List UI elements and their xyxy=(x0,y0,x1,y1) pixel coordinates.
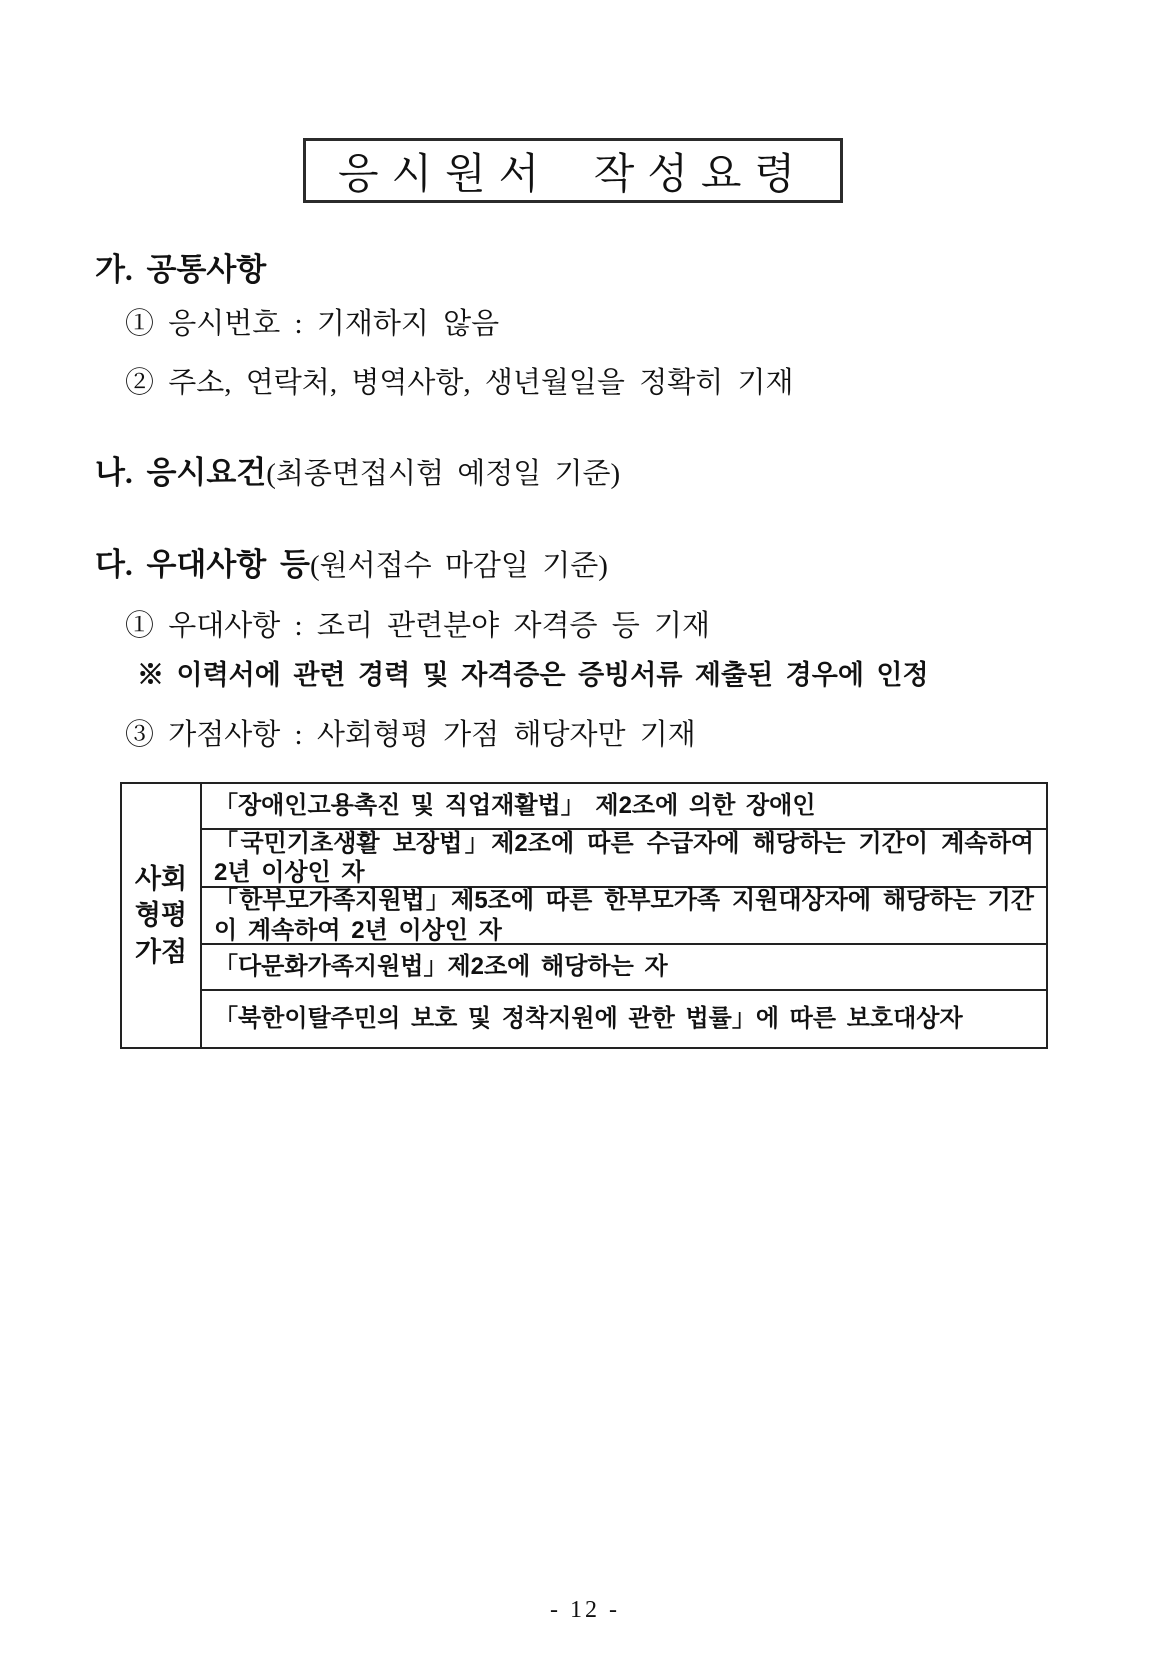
section-heading-a: 가. 공통사항 xyxy=(95,252,267,287)
section-heading-b-paren: (최종면접시험 예정일 기준) xyxy=(266,458,621,490)
document-title-box xyxy=(303,138,843,203)
table-row-header xyxy=(122,784,202,1047)
table-cell-text: 「북한이탈주민의 보호 및 정착지원에 관한 법률」에 따른 보호대상자 xyxy=(214,1005,963,1033)
section-c-note: ※ 이력서에 관련 경력 및 자격증은 증빙서류 제출된 경우에 인정 xyxy=(137,660,929,690)
table-row-header-line-1: 사회 xyxy=(134,863,188,894)
page-number: - 12 - xyxy=(550,1597,620,1623)
table-row xyxy=(202,830,1046,888)
section-heading-b-bold: 나. 응시요건 xyxy=(95,455,267,490)
table-row xyxy=(202,945,1046,991)
section-heading-c-bold: 다. 우대사항 등 xyxy=(95,547,310,582)
table-row xyxy=(202,784,1046,830)
section-a-item-2: ② 주소, 연락처, 병역사항, 생년월일을 정확히 기재 xyxy=(125,367,794,399)
table-cell-text: 「국민기초생활 보장법」제2조에 따른 수급자에 해당하는 기간이 계속하여 2년 이상인 자 xyxy=(214,829,1034,886)
section-a-item-1: ① 응시번호 : 기재하지 않음 xyxy=(125,308,500,340)
table-cell-text: 「장애인고용촉진 및 직업재활법」 제2조에 의한 장애인 xyxy=(214,792,816,820)
document-title: 응시원서 작성요령 xyxy=(337,151,809,198)
section-heading-c xyxy=(95,539,608,584)
section-c-item-1: ① 우대사항 : 조리 관련분야 자격증 등 기재 xyxy=(125,610,711,642)
table-body xyxy=(202,784,1046,1047)
table-row xyxy=(202,888,1046,945)
section-heading-c-paren: (원서접수 마감일 기준) xyxy=(309,550,608,582)
table-row-header-line-3: 가점 xyxy=(134,936,188,967)
section-c-item-3: ③ 가점사항 : 사회형평 가점 해당자만 기재 xyxy=(125,719,696,751)
section-heading-b xyxy=(95,447,620,492)
social-equity-bonus-table xyxy=(120,782,1048,1049)
table-cell-text: 「한부모가족지원법」제5조에 따른 한부모가족 지원대상자에 해당하는 기간이 계속하여 2년 이상인 자 xyxy=(214,887,1034,944)
table-cell-text: 「다문화가족지원법」제2조에 해당하는 자 xyxy=(214,953,668,981)
table-row-header-line-2: 형평 xyxy=(134,900,188,931)
table-row xyxy=(202,991,1046,1047)
